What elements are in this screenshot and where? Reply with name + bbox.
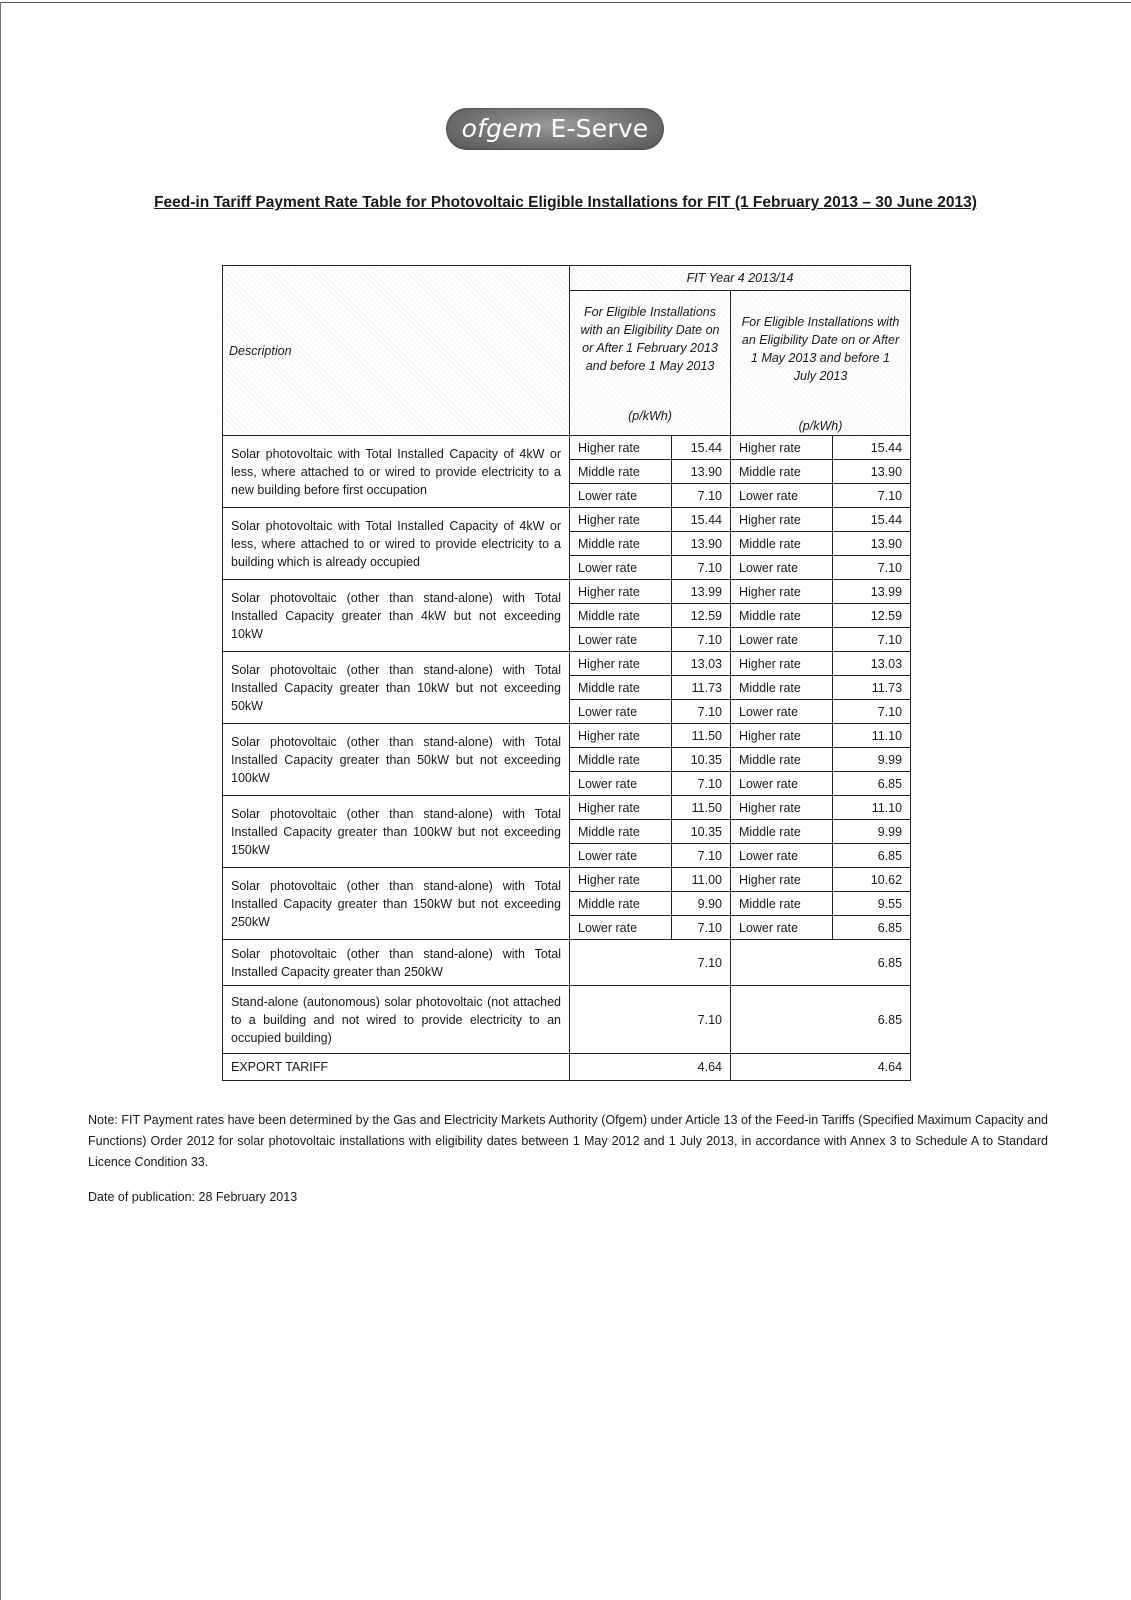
rate-label: Higher rate bbox=[731, 868, 833, 892]
rate-value: 9.99 bbox=[833, 748, 911, 772]
rate-value: 13.99 bbox=[672, 580, 731, 604]
rate-value: 15.44 bbox=[833, 436, 911, 460]
row-description: EXPORT TARIFF bbox=[223, 1054, 570, 1081]
row-description: Solar photovoltaic with Total Installed Capacity of 4kW or less, where attached to or wired to provide electricity to a new building before first occupation bbox=[223, 436, 570, 508]
rate-value: 13.99 bbox=[833, 580, 911, 604]
description-header: Description bbox=[223, 266, 570, 436]
rate-label: Middle rate bbox=[570, 892, 672, 916]
rate-value: 12.59 bbox=[672, 604, 731, 628]
rate-label: Lower rate bbox=[731, 556, 833, 580]
rate-label: Lower rate bbox=[570, 556, 672, 580]
fit-year-header: FIT Year 4 2013/14 bbox=[570, 266, 911, 291]
rate-value: 7.10 bbox=[833, 628, 911, 652]
row-description: Solar photovoltaic (other than stand-alone) with Total Installed Capacity greater than 10kW but not exceeding 50kW bbox=[223, 652, 570, 724]
rate-value: 6.85 bbox=[731, 940, 911, 986]
rate-label: Lower rate bbox=[570, 628, 672, 652]
rate-label: Lower rate bbox=[731, 916, 833, 940]
rate-label: Middle rate bbox=[731, 748, 833, 772]
rate-value: 13.90 bbox=[833, 460, 911, 484]
rate-label: Higher rate bbox=[731, 508, 833, 532]
rate-row bbox=[223, 652, 911, 676]
rate-label: Middle rate bbox=[731, 604, 833, 628]
row-description: Solar photovoltaic (other than stand-alone) with Total Installed Capacity greater than 150kW but not exceeding 250kW bbox=[223, 868, 570, 940]
rate-value: 6.85 bbox=[833, 916, 911, 940]
rate-label: Lower rate bbox=[570, 484, 672, 508]
rate-value: 15.44 bbox=[672, 436, 731, 460]
rate-value: 13.90 bbox=[672, 532, 731, 556]
rate-value: 7.10 bbox=[833, 700, 911, 724]
rate-value: 7.10 bbox=[672, 916, 731, 940]
single-rate-row bbox=[223, 986, 911, 1054]
rate-value: 7.10 bbox=[672, 556, 731, 580]
rate-label: Middle rate bbox=[731, 892, 833, 916]
rate-label: Higher rate bbox=[570, 508, 672, 532]
rate-value: 10.35 bbox=[672, 820, 731, 844]
period-1-text: For Eligible Installations with an Eligibility Date on or After 1 February 2013 and before 1 May 2013 bbox=[580, 305, 720, 373]
tariff-rate-table bbox=[222, 265, 911, 1081]
rate-value: 11.50 bbox=[672, 724, 731, 748]
rate-value: 12.59 bbox=[833, 604, 911, 628]
rate-label: Lower rate bbox=[570, 844, 672, 868]
rate-label: Middle rate bbox=[570, 676, 672, 700]
rate-value: 7.10 bbox=[672, 700, 731, 724]
rate-value: 4.64 bbox=[731, 1054, 911, 1081]
rate-label: Middle rate bbox=[570, 820, 672, 844]
single-rate-row bbox=[223, 940, 911, 986]
tariff-rows bbox=[223, 436, 911, 1081]
rate-label: Higher rate bbox=[570, 652, 672, 676]
rate-value: 7.10 bbox=[833, 556, 911, 580]
rate-label: Lower rate bbox=[731, 700, 833, 724]
rate-label: Higher rate bbox=[731, 796, 833, 820]
rate-value: 9.90 bbox=[672, 892, 731, 916]
rate-value: 15.44 bbox=[833, 508, 911, 532]
rate-label: Higher rate bbox=[731, 436, 833, 460]
rate-row bbox=[223, 580, 911, 604]
rate-value: 7.10 bbox=[672, 484, 731, 508]
row-description: Solar photovoltaic (other than stand-alone) with Total Installed Capacity greater than 100kW but not exceeding 150kW bbox=[223, 796, 570, 868]
rate-label: Lower rate bbox=[731, 772, 833, 796]
single-rate-row bbox=[223, 1054, 911, 1081]
rate-value: 11.73 bbox=[833, 676, 911, 700]
rate-value: 7.10 bbox=[833, 484, 911, 508]
rate-value: 7.10 bbox=[672, 844, 731, 868]
page-title: Feed-in Tariff Payment Rate Table for Photovoltaic Eligible Installations for FIT (1 February 2013 – 30 June 2013) bbox=[154, 194, 977, 211]
note-text: Note: FIT Payment rates have been determined by the Gas and Electricity Markets Authority (Ofgem) under Article 13 of the Feed-in Tariffs (Specified Maximum Capacity and Functions) Order 2012 for solar photovoltaic installations with eligibility dates between 1 May 2012 and 1 July 2013, in accordance with Annex 3 to Schedule A to Standard Licence Condition 33. bbox=[88, 1113, 1048, 1169]
period-2-header bbox=[731, 291, 911, 436]
rate-row bbox=[223, 724, 911, 748]
rate-value: 6.85 bbox=[731, 986, 911, 1054]
rate-label: Higher rate bbox=[570, 436, 672, 460]
rate-label: Lower rate bbox=[731, 484, 833, 508]
rate-label: Lower rate bbox=[570, 772, 672, 796]
rate-label: Higher rate bbox=[570, 796, 672, 820]
rate-value: 4.64 bbox=[570, 1054, 731, 1081]
rate-value: 7.10 bbox=[672, 772, 731, 796]
rate-value: 13.03 bbox=[672, 652, 731, 676]
rate-value: 9.99 bbox=[833, 820, 911, 844]
rate-row bbox=[223, 508, 911, 532]
rate-label: Middle rate bbox=[570, 748, 672, 772]
rate-label: Middle rate bbox=[570, 604, 672, 628]
period-1-unit: (p/kWh) bbox=[628, 409, 672, 423]
row-description: Solar photovoltaic (other than stand-alone) with Total Installed Capacity greater than 250kW bbox=[223, 940, 570, 986]
rate-row bbox=[223, 796, 911, 820]
row-description: Solar photovoltaic (other than stand-alone) with Total Installed Capacity greater than 50kW but not exceeding 100kW bbox=[223, 724, 570, 796]
page-top-border bbox=[0, 2, 1131, 3]
rate-value: 10.35 bbox=[672, 748, 731, 772]
rate-label: Higher rate bbox=[570, 580, 672, 604]
rate-label: Middle rate bbox=[731, 532, 833, 556]
rate-value: 13.90 bbox=[672, 460, 731, 484]
rate-value: 13.03 bbox=[833, 652, 911, 676]
rate-label: Middle rate bbox=[731, 820, 833, 844]
rate-value: 11.73 bbox=[672, 676, 731, 700]
row-description: Solar photovoltaic with Total Installed Capacity of 4kW or less, where attached to or wired to provide electricity to a building which is already occupied bbox=[223, 508, 570, 580]
logo-brand: ofgem bbox=[461, 114, 543, 143]
rate-label: Higher rate bbox=[731, 652, 833, 676]
rate-value: 6.85 bbox=[833, 844, 911, 868]
logo-product: E-Serve bbox=[550, 114, 649, 143]
row-description: Solar photovoltaic (other than stand-alone) with Total Installed Capacity greater than 4kW but not exceeding 10kW bbox=[223, 580, 570, 652]
rate-label: Middle rate bbox=[570, 532, 672, 556]
rate-value: 11.50 bbox=[672, 796, 731, 820]
rate-label: Higher rate bbox=[731, 580, 833, 604]
period-2-text: For Eligible Installations with an Eligibility Date on or After 1 May 2013 and before 1 July 2013 bbox=[741, 315, 900, 383]
rate-label: Lower rate bbox=[570, 916, 672, 940]
rate-value: 9.55 bbox=[833, 892, 911, 916]
rate-row bbox=[223, 436, 911, 460]
rate-value: 11.10 bbox=[833, 796, 911, 820]
header-row-1 bbox=[223, 266, 911, 291]
rate-value: 13.90 bbox=[833, 532, 911, 556]
rate-value: 7.10 bbox=[672, 628, 731, 652]
rate-label: Middle rate bbox=[731, 676, 833, 700]
row-description: Stand-alone (autonomous) solar photovoltaic (not attached to a building and not wired to provide electricity to an occupied building) bbox=[223, 986, 570, 1054]
rate-label: Higher rate bbox=[570, 868, 672, 892]
rate-value: 10.62 bbox=[833, 868, 911, 892]
rate-label: Middle rate bbox=[570, 460, 672, 484]
page-left-border bbox=[0, 2, 1, 1600]
rate-label: Higher rate bbox=[731, 724, 833, 748]
period-2-unit: (p/kWh) bbox=[798, 419, 843, 433]
rate-label: Higher rate bbox=[570, 724, 672, 748]
period-1-header bbox=[570, 291, 731, 436]
rate-row bbox=[223, 868, 911, 892]
rate-label: Lower rate bbox=[570, 700, 672, 724]
rate-value: 6.85 bbox=[833, 772, 911, 796]
rate-value: 15.44 bbox=[672, 508, 731, 532]
rate-value: 11.00 bbox=[672, 868, 731, 892]
ofgem-logo bbox=[446, 108, 664, 150]
rate-value: 7.10 bbox=[570, 940, 731, 986]
rate-label: Middle rate bbox=[731, 460, 833, 484]
publication-date: Date of publication: 28 February 2013 bbox=[88, 1190, 298, 1204]
rate-value: 7.10 bbox=[570, 986, 731, 1054]
rate-label: Lower rate bbox=[731, 628, 833, 652]
rate-value: 11.10 bbox=[833, 724, 911, 748]
rate-label: Lower rate bbox=[731, 844, 833, 868]
